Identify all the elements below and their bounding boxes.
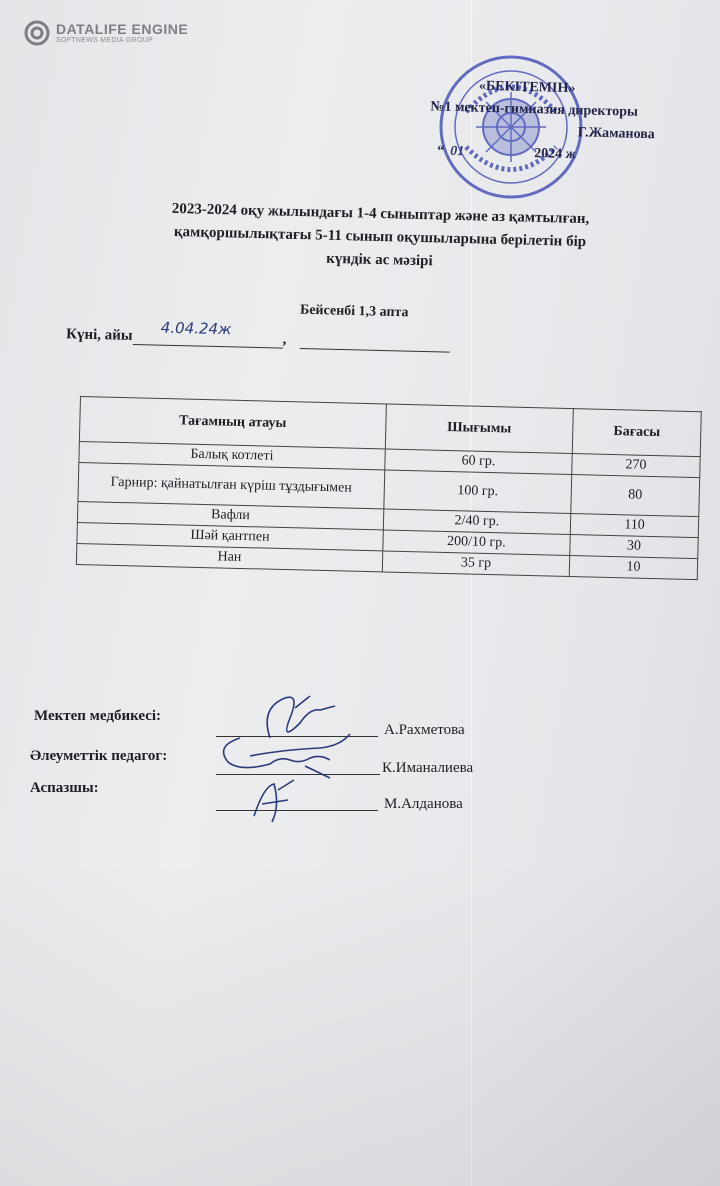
heading-line-3: күндік ас мәзірі [326,250,433,270]
signature-name-social-pedagogue: К.Иманалиева [382,760,474,776]
handwritten-date: 4.04.24ж [160,318,232,339]
dish-yield: 100 гр. [384,470,572,514]
dish-name: Балық котлеті [79,441,385,469]
dish-name: Шәй қантпен [77,522,383,550]
pedagogue-signature-scribble [210,726,360,782]
approval-date-day: 01 [449,143,465,160]
approval-org: №1 мектеп-гимназия директоры [430,99,639,120]
dish-name: Гарнир: қайнатылған күріш тұздығымен [78,462,385,508]
approval-block [417,74,719,170]
watermark [24,20,188,46]
dish-price: 80 [571,475,700,517]
dish-price: 270 [572,454,700,478]
dish-name: Нан [76,543,382,571]
dish-price: 110 [570,514,698,538]
dish-yield: 60 гр. [385,449,573,475]
watermark-subtitle: SOFTNEWS MEDIA GROUP [56,36,154,44]
heading-line-2: қамқоршылықтағы 5-11 сынып оқушыларына берілетін бір [173,223,587,251]
dish-yield: 35 гр [382,551,570,577]
header-yield: Шығымы [385,404,573,454]
approval-title: «БЕКІТЕМІН» [478,78,576,97]
header-price: Бағасы [572,409,701,457]
signature-role-nurse: Мектеп медбикесі: [34,708,162,724]
watermark-text [56,22,188,45]
dish-price: 30 [570,535,698,559]
menu-table-wrapper [76,396,702,580]
dle-logo-icon [24,20,50,46]
signature-role-cook: Аспазшы: [30,780,99,796]
signature-role-social-pedagogue: Әлеуметтік педагог: [30,748,168,764]
week-day-label: Бейсенбі 1,3 апта [299,302,409,321]
paper-shadow [0,860,720,1186]
menu-table [76,396,702,580]
approval-date-year: 2024 ж [533,146,576,163]
date-blank [132,318,282,349]
date-comma: , [282,331,287,348]
cook-signature-scribble [244,776,304,826]
heading-line-1: 2023-2024 оқу жылындағы 1-4 сыныптар және аз қамтылған, [171,200,590,228]
watermark-title: DATALIFE ENGINE [56,20,189,37]
approval-director-name: Г.Жаманова [577,125,655,143]
signature-name-cook: М.Алданова [384,796,463,812]
dish-name: Вафли [77,501,383,529]
dish-price: 10 [569,556,697,580]
dish-yield: 2/40 гр. [383,509,571,535]
signature-name-nurse: А.Рахметова [384,722,465,738]
date-blank-2 [300,332,450,353]
date-label: Күні, айы [65,326,133,344]
header-dish-name: Тағамның атауы [79,397,386,449]
approval-date-open: “ [436,143,445,159]
dish-yield: 200/10 гр. [383,530,571,556]
